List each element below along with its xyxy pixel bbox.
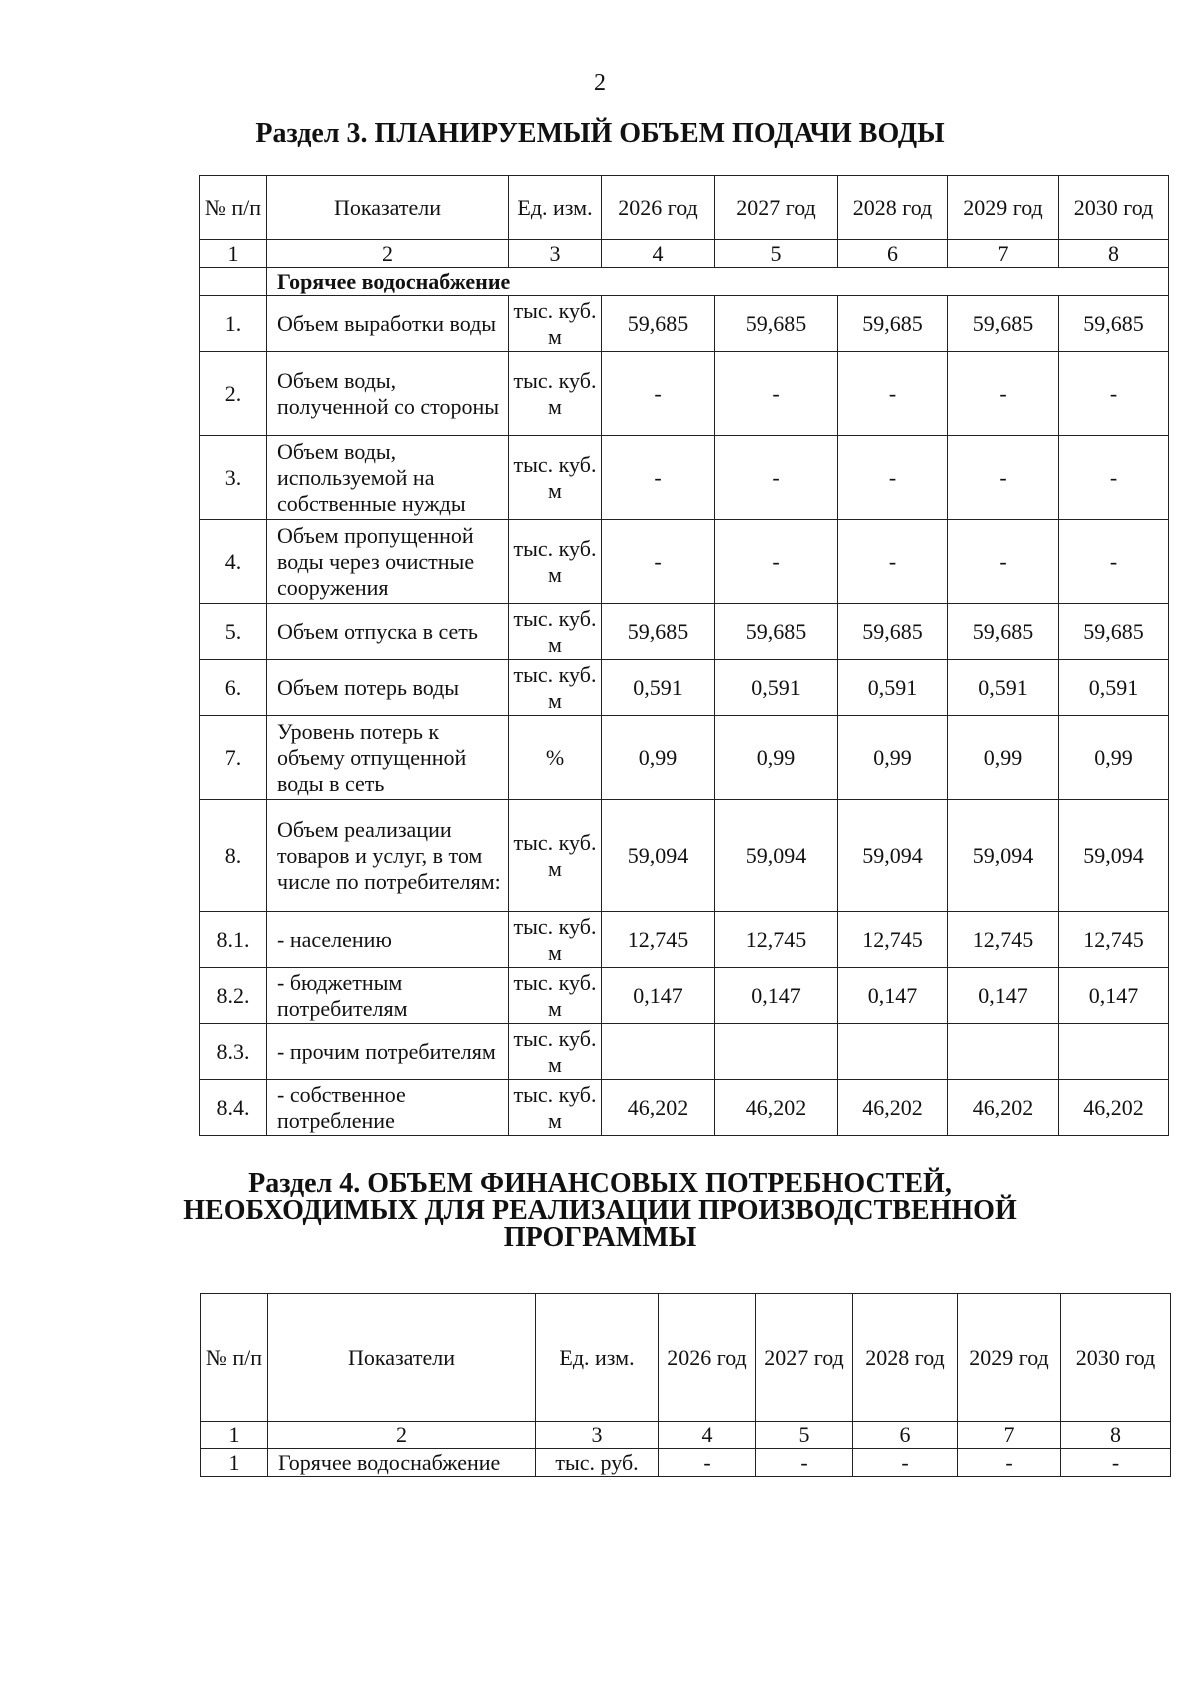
row-num-cell: 8.3.: [200, 1024, 267, 1080]
row-unit-cell: тыс. куб. м: [509, 436, 602, 520]
row-indicator-cell: - собственное потребление: [267, 1080, 509, 1136]
row-value-cell: 0,99: [838, 716, 948, 800]
row-indicator-cell: Объем выработки воды: [267, 296, 509, 352]
row-value-cell: -: [602, 436, 715, 520]
row-value-cell: 12,745: [1059, 912, 1169, 968]
water-supply-table: [199, 175, 1169, 1136]
row-value-cell: 59,094: [1059, 800, 1169, 912]
row-unit-cell: тыс. куб. м: [509, 604, 602, 660]
header-year-cell: 2026 год: [602, 176, 715, 240]
row-num-cell: 5.: [200, 604, 267, 660]
row-value-cell: 12,745: [838, 912, 948, 968]
column-number-cell: 7: [948, 240, 1059, 268]
row-value-cell: 0,147: [1059, 968, 1169, 1024]
table-row: [200, 968, 1169, 1024]
column-number-cell: 6: [853, 1422, 958, 1449]
row-value-cell: 0,147: [948, 968, 1059, 1024]
row-unit-cell: тыс. куб. м: [509, 912, 602, 968]
row-num-cell: 8.1.: [200, 912, 267, 968]
section3-title: Раздел 3. ПЛАНИРУЕМЫЙ ОБЪЕМ ПОДАЧИ ВОДЫ: [255, 118, 945, 149]
row-num-cell: 1: [201, 1449, 268, 1477]
row-num-cell: 1.: [200, 296, 267, 352]
row-num-cell: 8.4.: [200, 1080, 267, 1136]
row-indicator-cell: Объем пропущенной воды через очистные сооружения: [267, 520, 509, 604]
row-num-cell: 4.: [200, 520, 267, 604]
header-unit-cell: Ед. изм.: [536, 1294, 659, 1422]
section4-title-line3: ПРОГРАММЫ: [503, 1222, 697, 1253]
row-value-cell: -: [838, 520, 948, 604]
table-row: [201, 1449, 1171, 1477]
header-num-cell: № п/п: [200, 176, 267, 240]
row-value-cell: [838, 1024, 948, 1080]
row-indicator-cell: Объем реализации товаров и услуг, в том числе по потребителям:: [267, 800, 509, 912]
row-value-cell: 59,685: [948, 296, 1059, 352]
row-unit-cell: тыс. куб. м: [509, 660, 602, 716]
column-number-cell: 2: [267, 240, 509, 268]
row-value-cell: 0,591: [1059, 660, 1169, 716]
column-number-cell: 4: [602, 240, 715, 268]
row-num-cell: 7.: [200, 716, 267, 800]
table-row: [200, 1080, 1169, 1136]
row-value-cell: 59,685: [1059, 296, 1169, 352]
row-num-cell: 2.: [200, 352, 267, 436]
row-indicator-cell: - населению: [267, 912, 509, 968]
row-value-cell: 0,147: [838, 968, 948, 1024]
row-value-cell: -: [756, 1449, 853, 1477]
row-value-cell: 59,094: [602, 800, 715, 912]
header-year-cell: 2027 год: [756, 1294, 853, 1422]
column-number-cell: 1: [201, 1422, 268, 1449]
header-year-cell: 2028 год: [853, 1294, 958, 1422]
row-indicator-cell: - прочим потребителям: [267, 1024, 509, 1080]
row-value-cell: -: [853, 1449, 958, 1477]
row-value-cell: 59,685: [715, 296, 838, 352]
header-year-cell: 2028 год: [838, 176, 948, 240]
header-year-cell: 2029 год: [958, 1294, 1061, 1422]
row-unit-cell: тыс. куб. м: [509, 296, 602, 352]
table-row: [200, 1024, 1169, 1080]
column-number-cell: 3: [536, 1422, 659, 1449]
row-num-cell: 3.: [200, 436, 267, 520]
row-value-cell: -: [602, 352, 715, 436]
row-value-cell: -: [948, 352, 1059, 436]
row-value-cell: -: [1059, 520, 1169, 604]
row-value-cell: 0,591: [838, 660, 948, 716]
column-number-cell: 8: [1059, 240, 1169, 268]
row-value-cell: 0,99: [1059, 716, 1169, 800]
row-value-cell: 0,99: [948, 716, 1059, 800]
column-number-cell: 6: [838, 240, 948, 268]
table-row: [200, 352, 1169, 436]
table-row: [200, 296, 1169, 352]
row-value-cell: 59,685: [838, 296, 948, 352]
column-number-cell: 8: [1061, 1422, 1171, 1449]
row-value-cell: 59,685: [1059, 604, 1169, 660]
header-row: [201, 1294, 1171, 1422]
row-indicator-cell: Горячее водоснабжение: [268, 1449, 536, 1477]
row-num-cell: 6.: [200, 660, 267, 716]
column-number-row: [200, 240, 1169, 268]
table-row: [200, 660, 1169, 716]
row-value-cell: 46,202: [602, 1080, 715, 1136]
table-row: [200, 436, 1169, 520]
group-label-cell: Горячее водоснабжение: [267, 268, 1169, 296]
row-value-cell: 59,094: [948, 800, 1059, 912]
table-row: [200, 800, 1169, 912]
row-indicator-cell: Объем потерь воды: [267, 660, 509, 716]
row-unit-cell: тыс. куб. м: [509, 352, 602, 436]
header-indicator-cell: Показатели: [267, 176, 509, 240]
header-unit-cell: Ед. изм.: [509, 176, 602, 240]
table-row: [200, 520, 1169, 604]
row-indicator-cell: Уровень потерь к объему отпущенной воды в сеть: [267, 716, 509, 800]
row-value-cell: 0,99: [602, 716, 715, 800]
row-value-cell: 12,745: [948, 912, 1059, 968]
table-row: [200, 912, 1169, 968]
row-value-cell: 12,745: [602, 912, 715, 968]
row-indicator-cell: Объем воды, используемой на собственные нужды: [267, 436, 509, 520]
group-row: [200, 268, 1169, 296]
group-num-cell: [200, 268, 267, 296]
column-number-cell: 4: [659, 1422, 756, 1449]
row-value-cell: 59,094: [715, 800, 838, 912]
row-value-cell: -: [1059, 352, 1169, 436]
row-value-cell: 59,094: [838, 800, 948, 912]
table-row: [200, 604, 1169, 660]
column-number-cell: 1: [200, 240, 267, 268]
row-value-cell: 0,591: [602, 660, 715, 716]
header-indicator-cell: Показатели: [268, 1294, 536, 1422]
row-value-cell: [715, 1024, 838, 1080]
row-value-cell: 0,591: [948, 660, 1059, 716]
column-number-cell: 5: [756, 1422, 853, 1449]
row-unit-cell: тыс. куб. м: [509, 800, 602, 912]
row-unit-cell: тыс. куб. м: [509, 968, 602, 1024]
column-number-cell: 5: [715, 240, 838, 268]
row-value-cell: 0,147: [715, 968, 838, 1024]
row-unit-cell: тыс. куб. м: [509, 1024, 602, 1080]
header-year-cell: 2030 год: [1059, 176, 1169, 240]
section4-title-line2: НЕОБХОДИМЫХ ДЛЯ РЕАЛИЗАЦИИ ПРОИЗВОДСТВЕННОЙ: [183, 1195, 1017, 1226]
row-value-cell: -: [838, 436, 948, 520]
row-value-cell: -: [838, 352, 948, 436]
row-value-cell: [1059, 1024, 1169, 1080]
row-value-cell: 46,202: [838, 1080, 948, 1136]
row-value-cell: 0,99: [715, 716, 838, 800]
row-value-cell: -: [602, 520, 715, 604]
header-year-cell: 2026 год: [659, 1294, 756, 1422]
row-value-cell: -: [715, 436, 838, 520]
row-unit-cell: тыс. куб. м: [509, 1080, 602, 1136]
row-unit-cell: тыс. руб.: [536, 1449, 659, 1477]
row-value-cell: 59,685: [602, 604, 715, 660]
row-value-cell: 46,202: [715, 1080, 838, 1136]
page-number: 2: [594, 70, 606, 96]
section4-title: [0, 1170, 1200, 1251]
row-value-cell: 59,685: [948, 604, 1059, 660]
row-indicator-cell: - бюджетным потребителям: [267, 968, 509, 1024]
row-value-cell: 46,202: [948, 1080, 1059, 1136]
table-row: [200, 716, 1169, 800]
column-number-row: [201, 1422, 1171, 1449]
row-value-cell: 46,202: [1059, 1080, 1169, 1136]
row-value-cell: 59,685: [602, 296, 715, 352]
header-year-cell: 2027 год: [715, 176, 838, 240]
row-unit-cell: тыс. куб. м: [509, 520, 602, 604]
row-unit-cell: %: [509, 716, 602, 800]
row-indicator-cell: Объем отпуска в сеть: [267, 604, 509, 660]
row-indicator-cell: Объем воды, полученной со стороны: [267, 352, 509, 436]
column-number-cell: 3: [509, 240, 602, 268]
header-year-cell: 2030 год: [1061, 1294, 1171, 1422]
header-num-cell: № п/п: [201, 1294, 268, 1422]
row-value-cell: 59,685: [838, 604, 948, 660]
header-year-cell: 2029 год: [948, 176, 1059, 240]
row-value-cell: -: [958, 1449, 1061, 1477]
row-value-cell: -: [715, 352, 838, 436]
row-value-cell: 0,147: [602, 968, 715, 1024]
row-value-cell: [602, 1024, 715, 1080]
row-value-cell: -: [948, 436, 1059, 520]
row-value-cell: -: [659, 1449, 756, 1477]
section4-title-line1: Раздел 4. ОБЪЕМ ФИНАНСОВЫХ ПОТРЕБНОСТЕЙ,: [248, 1168, 952, 1199]
row-num-cell: 8.: [200, 800, 267, 912]
financial-needs-table: [200, 1293, 1171, 1477]
row-value-cell: -: [715, 520, 838, 604]
row-value-cell: -: [1059, 436, 1169, 520]
row-value-cell: -: [1061, 1449, 1171, 1477]
header-row: [200, 176, 1169, 240]
row-value-cell: [948, 1024, 1059, 1080]
row-value-cell: 12,745: [715, 912, 838, 968]
row-value-cell: 0,591: [715, 660, 838, 716]
column-number-cell: 7: [958, 1422, 1061, 1449]
row-value-cell: 59,685: [715, 604, 838, 660]
column-number-cell: 2: [268, 1422, 536, 1449]
row-num-cell: 8.2.: [200, 968, 267, 1024]
row-value-cell: -: [948, 520, 1059, 604]
